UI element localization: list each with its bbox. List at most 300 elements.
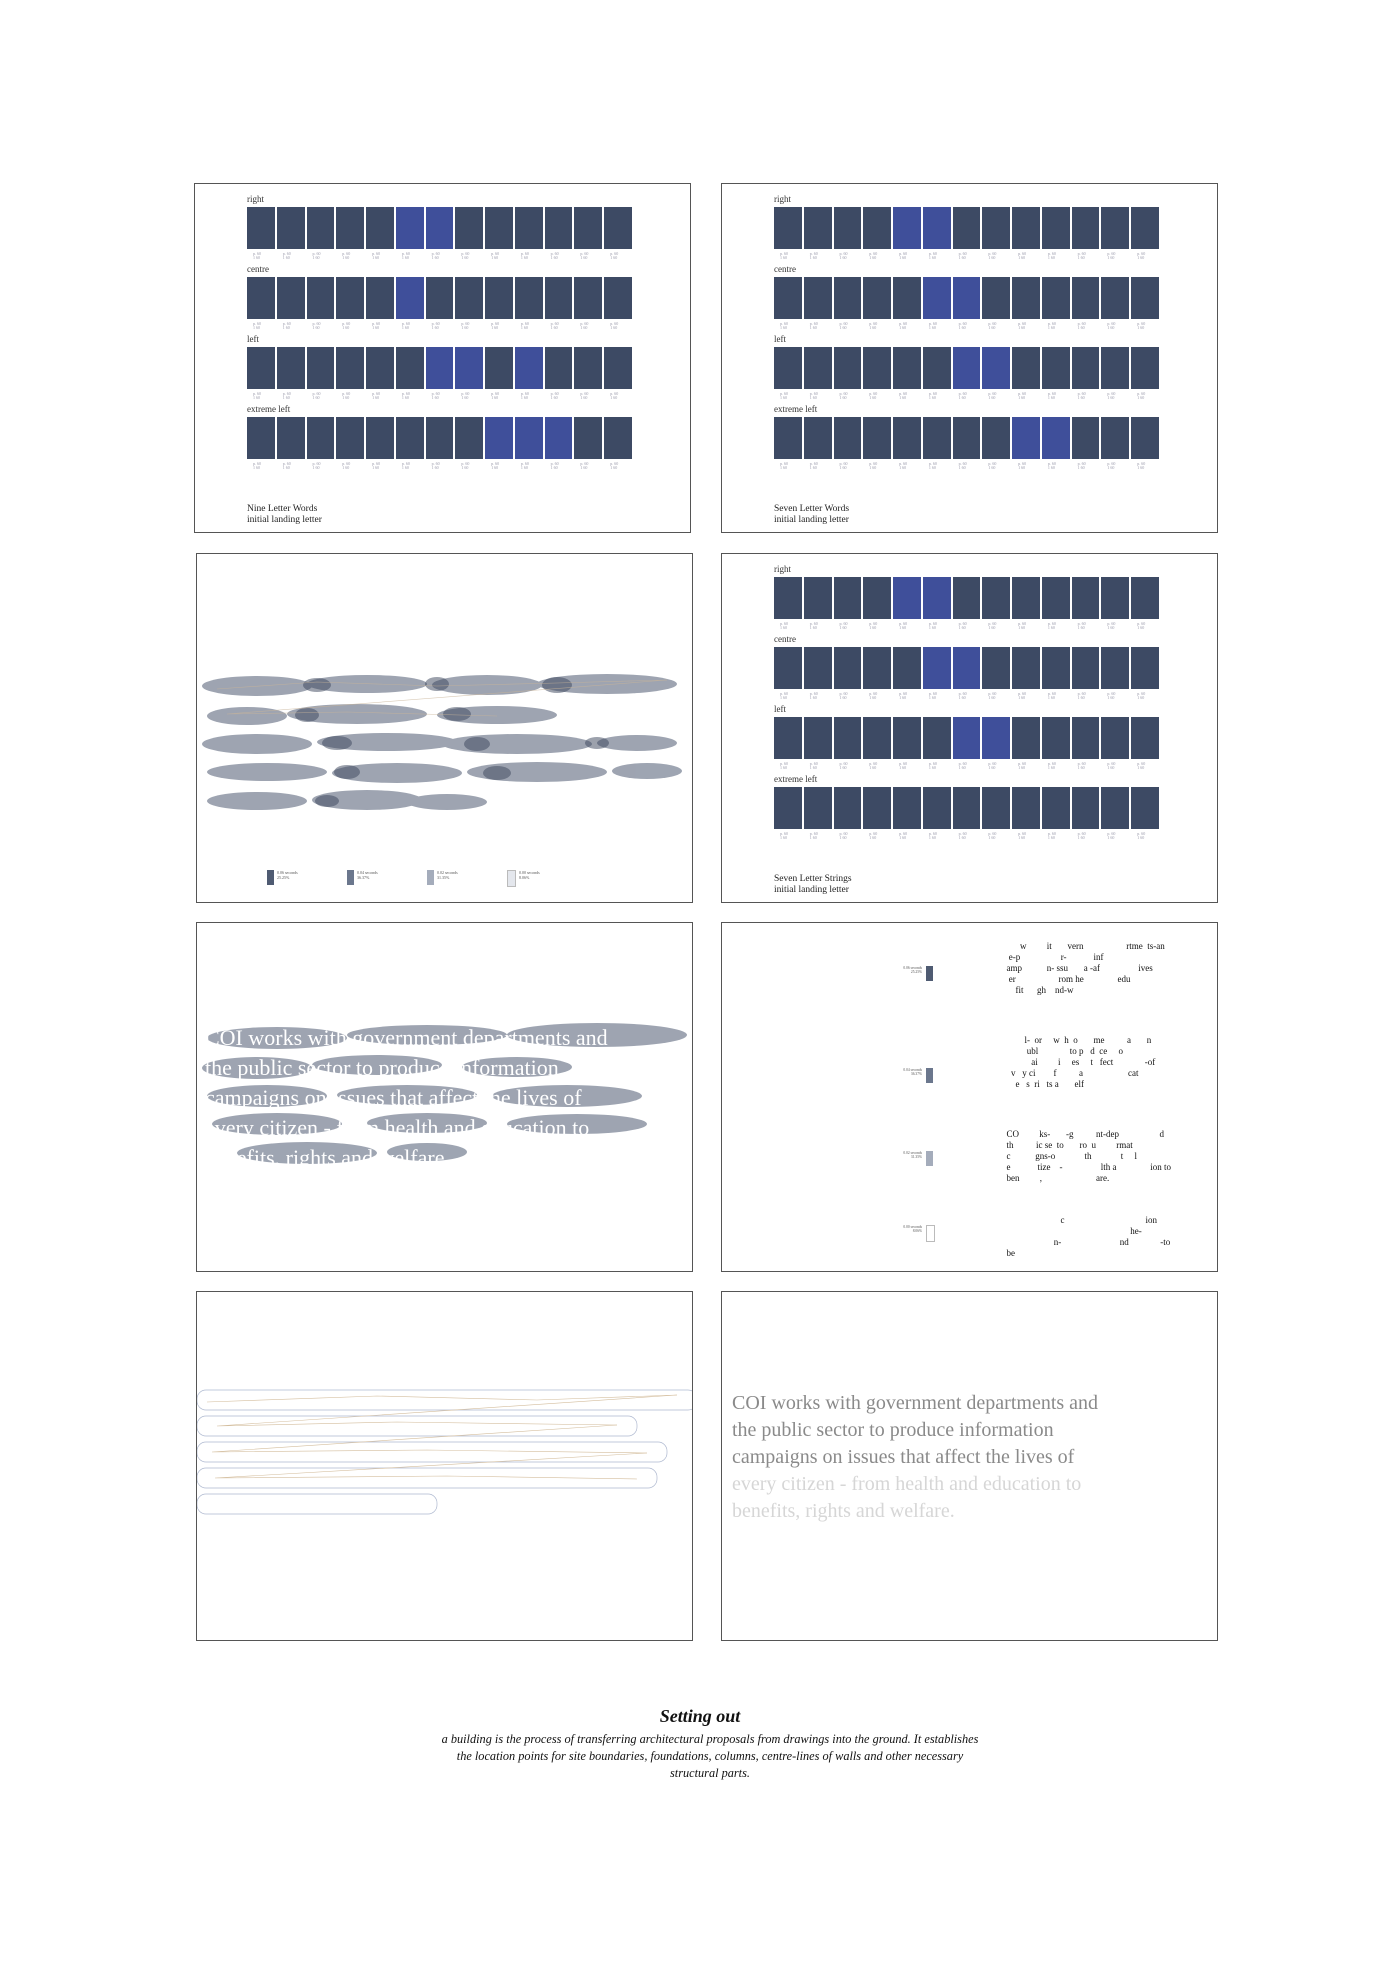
cell-label: p. 60 1 60 (461, 251, 470, 260)
row-label: centre (774, 634, 796, 644)
cell-label: p. 60 1 60 (839, 251, 848, 260)
cell-label: p. 60 1 60 (899, 461, 908, 470)
grid-cell (804, 787, 832, 840)
cell-label: p. 60 1 60 (869, 761, 878, 770)
cell-label: p. 60 1 60 (610, 251, 619, 260)
grid-cell (307, 207, 335, 260)
grid-cell (774, 207, 802, 260)
cell-label: p. 60 1 60 (491, 461, 500, 470)
cell-label: p. 60 1 60 (1137, 321, 1146, 330)
grid-cell (863, 347, 891, 400)
cell-label: p. 60 1 60 (1047, 691, 1056, 700)
grid-cell (863, 207, 891, 260)
grid-cell (277, 347, 305, 400)
cell-label: p. 60 1 60 (550, 321, 559, 330)
grid-cell (604, 207, 632, 260)
grid-cell (774, 347, 802, 400)
cell-label: p. 60 1 60 (1018, 251, 1027, 260)
cell-label: p. 60 1 60 (869, 321, 878, 330)
legend-swatch-4: 0.00 seconds 8.06% (892, 1225, 935, 1242)
cell-label: p. 60 1 60 (401, 251, 410, 260)
fragment-line: be (1002, 1248, 1015, 1258)
cell-label: p. 60 1 60 (372, 391, 381, 400)
cell-label: p. 60 1 60 (431, 321, 440, 330)
panel-caption (774, 874, 852, 896)
grid-cell (774, 787, 802, 840)
grid-cell (1012, 347, 1040, 400)
row-label: centre (774, 264, 796, 274)
grid-cell (426, 207, 454, 260)
fragment-line: n- nd -to (1002, 1237, 1171, 1247)
grid-cell (923, 417, 951, 470)
cell-label: p. 60 1 60 (1077, 691, 1086, 700)
grid-cell (982, 417, 1010, 470)
grid-cell (982, 207, 1010, 260)
grid-cell (336, 277, 364, 330)
grid-cell (804, 577, 832, 630)
grid-strip (774, 347, 1159, 400)
cell-label: p. 60 1 60 (1077, 321, 1086, 330)
cell-label: p. 60 1 60 (869, 831, 878, 840)
grid-block (247, 194, 632, 470)
grid-cell (247, 347, 275, 400)
grid-cell (366, 207, 394, 260)
grid-cell (396, 417, 424, 470)
grid-cell (953, 277, 981, 330)
grid-cell (455, 277, 483, 330)
grid-cell (1101, 277, 1129, 330)
cell-label: p. 60 1 60 (610, 321, 619, 330)
grid-cell (426, 277, 454, 330)
passage-line: benefits, rights and welfare. (732, 1500, 955, 1522)
cell-label: p. 60 1 60 (958, 831, 967, 840)
cell-label: p. 60 1 60 (958, 691, 967, 700)
grid-cell (307, 347, 335, 400)
cell-label: p. 60 1 60 (312, 391, 321, 400)
grid-cell (893, 207, 921, 260)
grid-cell (953, 647, 981, 700)
cell-label: p. 60 1 60 (282, 251, 291, 260)
cell-label: p. 60 1 60 (869, 691, 878, 700)
cell-label: p. 60 1 60 (253, 391, 261, 400)
cell-label: p. 60 1 60 (461, 461, 470, 470)
grid-cell (545, 347, 573, 400)
grid-cell (953, 717, 981, 770)
cell-label: p. 60 1 60 (312, 251, 321, 260)
grid-cell (396, 207, 424, 260)
cell-label: p. 60 1 60 (342, 321, 351, 330)
cell-label: p. 60 1 60 (928, 831, 937, 840)
passage-line: every citizen - from health and education to (205, 1115, 590, 1140)
grid-cell (307, 417, 335, 470)
cell-label: p. 60 1 60 (780, 461, 788, 470)
cell-label: p. 60 1 60 (958, 321, 967, 330)
grid-cell (485, 417, 513, 470)
legend-text: 0.04 seconds 36.37% (357, 870, 378, 880)
cell-label: p. 60 1 60 (1077, 761, 1086, 770)
grid-cell (455, 347, 483, 400)
cell-label: p. 60 1 60 (401, 391, 410, 400)
cell-label: p. 60 1 60 (282, 321, 291, 330)
fragment-line: ben , are. (1002, 1173, 1110, 1183)
cell-label: p. 60 1 60 (1107, 831, 1116, 840)
cell-label: p. 60 1 60 (1107, 761, 1116, 770)
caption-line: Seven Letter Strings (774, 874, 852, 884)
row-label: right (247, 194, 264, 204)
cell-label: p. 60 1 60 (1137, 461, 1146, 470)
cell-label: p. 60 1 60 (1107, 691, 1116, 700)
legend-swatch-2: 0.04 seconds 36.37% (892, 1068, 933, 1083)
grid-cell (604, 417, 632, 470)
cell-label: p. 60 1 60 (1047, 831, 1056, 840)
cell-label: p. 60 1 60 (780, 621, 788, 630)
grid-cell (247, 207, 275, 260)
cell-label: p. 60 1 60 (491, 321, 500, 330)
grid-cell (1042, 787, 1070, 840)
cell-label: p. 60 1 60 (431, 251, 440, 260)
cell-label: p. 60 1 60 (1137, 391, 1146, 400)
cell-label: p. 60 1 60 (1047, 621, 1056, 630)
grid-cell (893, 347, 921, 400)
grid-strip (247, 277, 632, 330)
grid-cell (545, 417, 573, 470)
seven-letter-words-panel (721, 183, 1218, 533)
grid-cell (982, 647, 1010, 700)
passage-line: COI works with government departments and (205, 1025, 608, 1050)
grid-cell (774, 277, 802, 330)
fixation-heatmap-panel (196, 553, 693, 903)
cell-label: p. 60 1 60 (282, 391, 291, 400)
cell-label: p. 60 1 60 (899, 251, 908, 260)
grid-cell (923, 787, 951, 840)
grid-cell (1042, 577, 1070, 630)
legend-text: 0.00 seconds 8.06% (519, 870, 540, 880)
fragment-line: ubl to p d ce o (1002, 1046, 1123, 1056)
reading-passage (205, 1023, 693, 1173)
grid-cell (604, 347, 632, 400)
fragment-line: e tize - lth a ion to (1002, 1162, 1171, 1172)
fragment-line: l- or w h o me a n (1002, 1035, 1152, 1045)
grid-block (774, 564, 1159, 840)
legend-swatch (347, 870, 354, 885)
grid-cell (1012, 207, 1040, 260)
cell-label: p. 60 1 60 (1107, 461, 1116, 470)
grid-strip (774, 207, 1159, 260)
cell-label: p. 60 1 60 (342, 251, 351, 260)
grid-cell (455, 207, 483, 260)
cell-label: p. 60 1 60 (372, 251, 381, 260)
cell-label: p. 60 1 60 (1107, 321, 1116, 330)
cell-label: p. 60 1 60 (899, 831, 908, 840)
cell-label: p. 60 1 60 (431, 461, 440, 470)
cell-label: p. 60 1 60 (780, 251, 788, 260)
cell-label: p. 60 1 60 (1107, 251, 1116, 260)
cell-label: p. 60 1 60 (461, 321, 470, 330)
grid-cell (1101, 347, 1129, 400)
document-caption-body: a building is the process of transferring architectural proposals from drawings into the ground. It establishes the location points for site boundaries, foundations, columns, centre-lines of walls and other necessary structural parts. (441, 1732, 979, 1780)
cell-label: p. 60 1 60 (550, 461, 559, 470)
cell-label: p. 60 1 60 (780, 831, 788, 840)
cell-label: p. 60 1 60 (1077, 831, 1086, 840)
grid-cell (804, 647, 832, 700)
cell-label: p. 60 1 60 (958, 761, 967, 770)
grid-cell (804, 277, 832, 330)
fragment-line: e s ri ts a elf (1002, 1079, 1084, 1089)
grid-cell (863, 717, 891, 770)
cell-label: p. 60 1 60 (899, 621, 908, 630)
grid-cell (834, 207, 862, 260)
fragment-line: amp n- ssu a -af ives (1002, 963, 1153, 973)
grid-cell (834, 277, 862, 330)
legend-item (427, 870, 458, 885)
grid-cell (982, 717, 1010, 770)
cell-label: p. 60 1 60 (1137, 691, 1146, 700)
grid-cell (485, 207, 513, 260)
cell-label: p. 60 1 60 (1107, 621, 1116, 630)
scan-path-panel (196, 1291, 693, 1641)
cell-label: p. 60 1 60 (809, 761, 818, 770)
cell-label: p. 60 1 60 (958, 461, 967, 470)
legend-swatch (507, 870, 516, 887)
grid-cell (604, 277, 632, 330)
cell-label: p. 60 1 60 (253, 321, 261, 330)
grid-cell (834, 787, 862, 840)
grid-cell (277, 417, 305, 470)
seven-letter-strings-panel (721, 553, 1218, 903)
cell-label: p. 60 1 60 (580, 321, 589, 330)
caption-line: Nine Letter Words (247, 504, 318, 514)
fragment-line: c gns-o th t l (1002, 1151, 1137, 1161)
legend-item (267, 870, 298, 885)
cell-label: p. 60 1 60 (1047, 391, 1056, 400)
grid-cell (834, 647, 862, 700)
cell-label: p. 60 1 60 (312, 321, 321, 330)
grid-cell (1101, 207, 1129, 260)
grid-cell (1042, 417, 1070, 470)
grid-cell (893, 577, 921, 630)
cell-label: p. 60 1 60 (839, 761, 848, 770)
cell-label: p. 60 1 60 (431, 391, 440, 400)
passage-line: COI works with government departments and (732, 1392, 1099, 1414)
cell-label: p. 60 1 60 (580, 251, 589, 260)
grid-cell (923, 577, 951, 630)
cell-label: p. 60 1 60 (780, 761, 788, 770)
legend-item (507, 870, 540, 887)
cell-label: p. 60 1 60 (988, 391, 997, 400)
fragment-line: er rom he edu (1002, 974, 1131, 984)
grid-cell (485, 277, 513, 330)
grid-cell (1131, 647, 1159, 700)
cell-label: p. 60 1 60 (780, 391, 788, 400)
cell-label: p. 60 1 60 (928, 691, 937, 700)
grid-cell (982, 787, 1010, 840)
grid-block (774, 194, 1159, 470)
grid-cell (545, 277, 573, 330)
grid-cell (1101, 787, 1129, 840)
cell-label: p. 60 1 60 (1018, 831, 1027, 840)
cell-label: p. 60 1 60 (1107, 391, 1116, 400)
cell-label: p. 60 1 60 (1047, 461, 1056, 470)
cell-label: p. 60 1 60 (1018, 761, 1027, 770)
row-label: extreme left (774, 774, 818, 784)
grid-cell (893, 277, 921, 330)
cell-label: p. 60 1 60 (610, 391, 619, 400)
grid-cell (1101, 717, 1129, 770)
grid-cell (515, 207, 543, 260)
cell-label: p. 60 1 60 (1077, 251, 1086, 260)
cell-label: p. 60 1 60 (1018, 391, 1027, 400)
grid-strip (774, 647, 1159, 700)
cell-label: p. 60 1 60 (839, 391, 848, 400)
grid-cell (396, 347, 424, 400)
grid-cell (574, 417, 602, 470)
grid-cell (1012, 277, 1040, 330)
grid-cell (893, 647, 921, 700)
cell-label: p. 60 1 60 (312, 461, 321, 470)
grid-cell (774, 417, 802, 470)
cell-label: p. 60 1 60 (839, 831, 848, 840)
document-caption-title: Setting out (659, 1706, 741, 1726)
cell-label: p. 60 1 60 (958, 621, 967, 630)
grid-cell (515, 347, 543, 400)
grid-cell (982, 277, 1010, 330)
fragment-line: ai i es t fect -of (1002, 1057, 1156, 1067)
passage-line: campaigns on issues that affect the lives of (205, 1085, 582, 1110)
fragment-line: c ion (1002, 1215, 1157, 1225)
legend-text: 0.06 seconds 25.25% (277, 870, 298, 880)
passage-line: the public sector to produce information (205, 1055, 559, 1080)
cell-label: p. 60 1 60 (899, 761, 908, 770)
cell-label: p. 60 1 60 (401, 461, 410, 470)
panel-caption (774, 504, 849, 526)
grid-cell (1042, 347, 1070, 400)
grid-cell (336, 347, 364, 400)
grid-cell (953, 347, 981, 400)
grid-cell (863, 277, 891, 330)
cell-label: p. 60 1 60 (988, 461, 997, 470)
legend-text: 0.02 seconds 31.35% (437, 870, 458, 880)
cell-label: p. 60 1 60 (253, 251, 261, 260)
cell-label: p. 60 1 60 (550, 251, 559, 260)
cell-label: p. 60 1 60 (520, 461, 529, 470)
legend-item (347, 870, 378, 885)
grid-cell (893, 417, 921, 470)
grid-cell (1101, 417, 1129, 470)
cell-label: p. 60 1 60 (1137, 761, 1146, 770)
grid-cell (893, 717, 921, 770)
cell-label: p. 60 1 60 (1047, 251, 1056, 260)
fading-text-panel (721, 1291, 1218, 1641)
fragment-line: CO ks- -g nt-dep d (1002, 1129, 1164, 1139)
grid-strip (774, 787, 1159, 840)
grid-cell (923, 277, 951, 330)
cell-label: p. 60 1 60 (809, 461, 818, 470)
grid-cell (863, 577, 891, 630)
cell-label: p. 60 1 60 (461, 391, 470, 400)
grid-cell (336, 417, 364, 470)
cell-label: p. 60 1 60 (988, 691, 997, 700)
cell-label: p. 60 1 60 (988, 321, 997, 330)
caption-line: initial landing letter (247, 515, 322, 525)
grid-strip (774, 577, 1159, 630)
grid-cell (277, 207, 305, 260)
fading-passage (732, 1390, 1218, 1525)
cell-label: p. 60 1 60 (1018, 621, 1027, 630)
row-label: extreme left (774, 404, 818, 414)
fragment-line: he- (1002, 1226, 1142, 1236)
panel-caption (247, 504, 322, 526)
grid-cell (1131, 717, 1159, 770)
grid-cell (1131, 347, 1159, 400)
grid-cell (774, 717, 802, 770)
cell-label: p. 60 1 60 (809, 621, 818, 630)
cell-label: p. 60 1 60 (928, 251, 937, 260)
cell-label: p. 60 1 60 (928, 391, 937, 400)
grid-cell (515, 417, 543, 470)
cell-label: p. 60 1 60 (282, 461, 291, 470)
cell-label: p. 60 1 60 (401, 321, 410, 330)
grid-strip (774, 717, 1159, 770)
row-label: extreme left (247, 404, 291, 414)
grid-cell (1131, 277, 1159, 330)
cell-label: p. 60 1 60 (610, 461, 619, 470)
grid-cell (396, 277, 424, 330)
cell-label: p. 60 1 60 (342, 461, 351, 470)
scan-path-outlines (197, 1292, 693, 1641)
grid-cell (953, 417, 981, 470)
cell-label: p. 60 1 60 (780, 321, 788, 330)
grid-cell (1042, 277, 1070, 330)
cell-label: p. 60 1 60 (1018, 691, 1027, 700)
grid-cell (1131, 417, 1159, 470)
cell-label: p. 60 1 60 (839, 461, 848, 470)
cell-label: p. 60 1 60 (1018, 321, 1027, 330)
grid-cell (1072, 787, 1100, 840)
cell-label: p. 60 1 60 (580, 461, 589, 470)
cell-label: p. 60 1 60 (928, 461, 937, 470)
fragment-line: w it vern rtme ts-an (1002, 941, 1165, 951)
cell-label: p. 60 1 60 (1137, 831, 1146, 840)
cell-label: p. 60 1 60 (780, 691, 788, 700)
cell-label: p. 60 1 60 (899, 321, 908, 330)
cell-label: p. 60 1 60 (809, 831, 818, 840)
grid-strip (247, 207, 632, 260)
grid-cell (1131, 787, 1159, 840)
grid-cell (1072, 207, 1100, 260)
cell-label: p. 60 1 60 (988, 621, 997, 630)
grid-cell (247, 417, 275, 470)
row-label: left (247, 334, 259, 344)
legend-swatch-1: 0.06 seconds 25.25% (892, 966, 933, 981)
grid-cell (1012, 417, 1040, 470)
cell-label: p. 60 1 60 (1137, 251, 1146, 260)
grid-cell (1012, 577, 1040, 630)
cell-label: p. 60 1 60 (342, 391, 351, 400)
cell-label: p. 60 1 60 (958, 251, 967, 260)
legend-swatch (427, 870, 434, 885)
cell-label: p. 60 1 60 (839, 321, 848, 330)
passage-line: campaigns on issues that affect the lives of (732, 1446, 1075, 1468)
grid-cell (574, 207, 602, 260)
cell-label: p. 60 1 60 (899, 691, 908, 700)
cell-label: p. 60 1 60 (928, 321, 937, 330)
cell-label: p. 60 1 60 (869, 621, 878, 630)
cell-label: p. 60 1 60 (491, 251, 500, 260)
grid-cell (804, 417, 832, 470)
grid-cell (366, 277, 394, 330)
grid-cell (545, 207, 573, 260)
cell-label: p. 60 1 60 (869, 391, 878, 400)
